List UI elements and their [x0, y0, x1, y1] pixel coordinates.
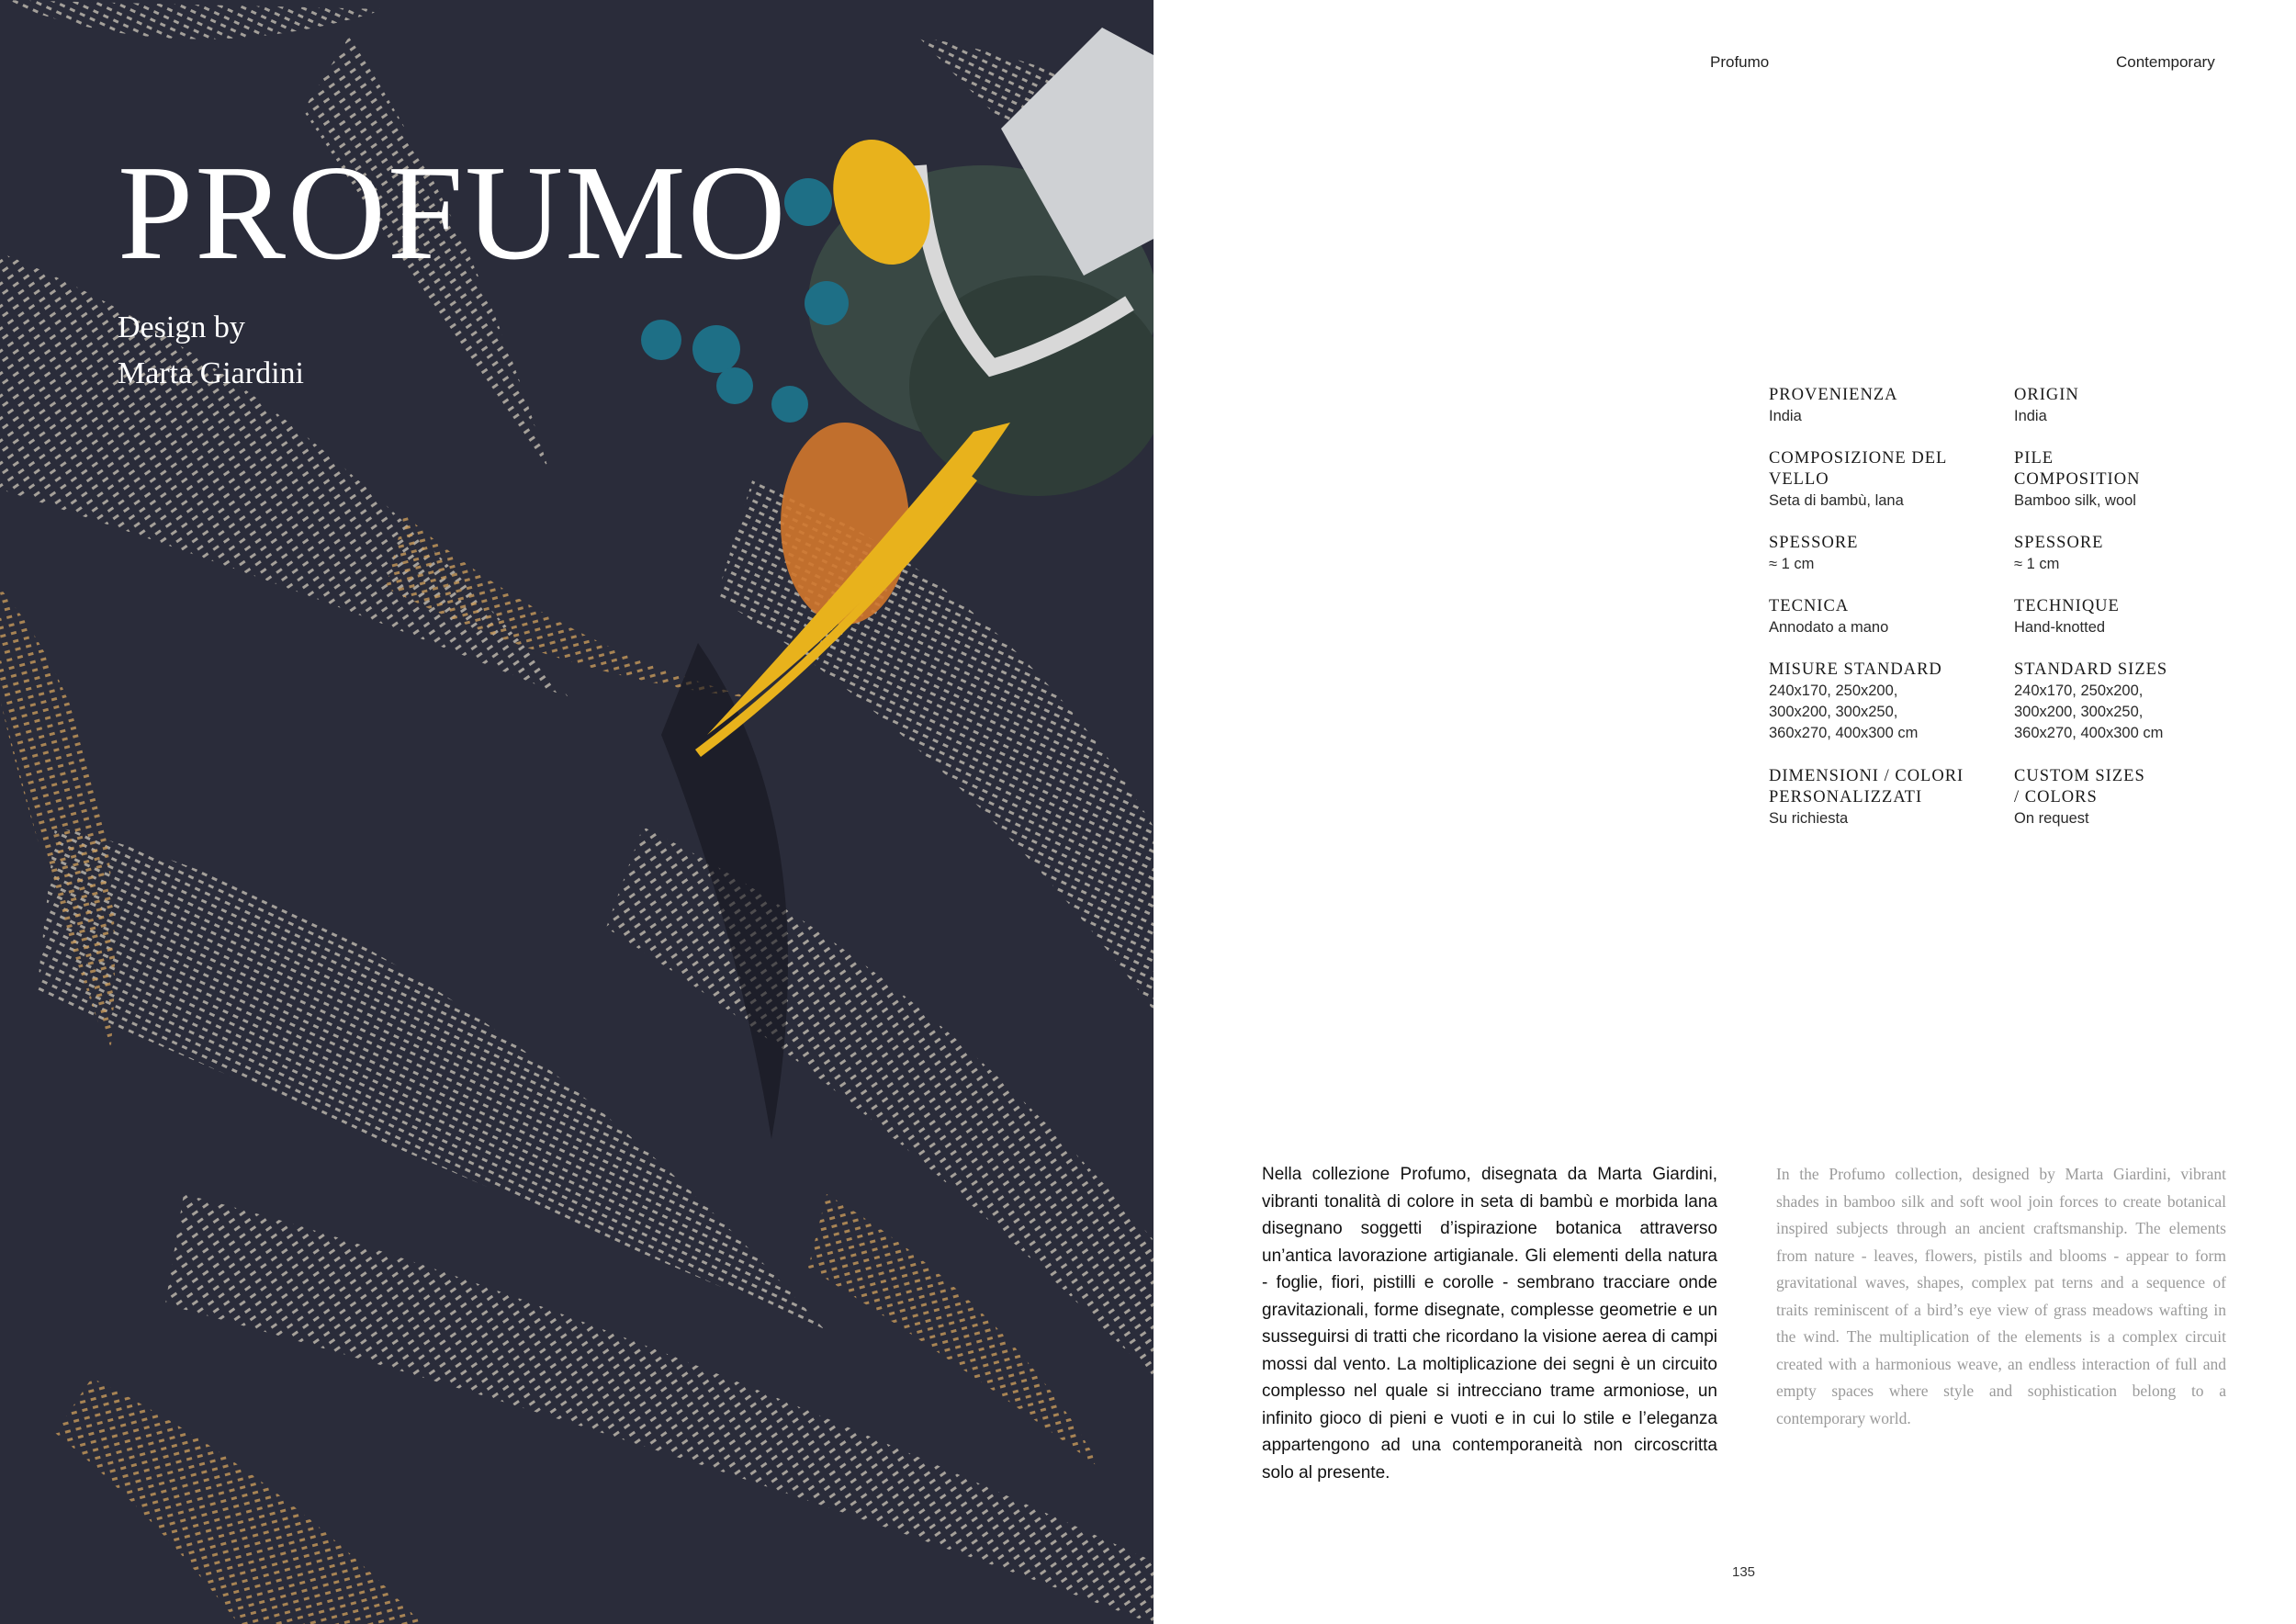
- spec-label: COMPOSIZIONE DEL VELLO: [1769, 449, 1948, 489]
- spec-it-thickness: [1769, 533, 1858, 575]
- spec-label: CUSTOM SIZES / COLORS: [2014, 767, 2145, 806]
- spec-value: Su richiesta: [1769, 810, 1849, 827]
- description-english: In the Profumo collection, designed by Marta Giardini, vibrant shades in bamboo silk and soft wool join forces to create botanical inspired subjects through an ancient craftsmanship. The elements from nature - leaves, flowers, pistils and blooms - appear to form gravitational waves, shapes, complex pat terns and a sequence of traits reminiscent of a bird’s eye view of grass meadows wafting in the wind. The multiplication of the elements is a complex circuit created with a harmonious weave, an endless interaction of full and empty spaces where style and sophistication belong to a contemporary world.: [1776, 1165, 2226, 1427]
- design-by-line: Design by: [118, 310, 245, 344]
- spec-it-sizes: [1769, 660, 1942, 744]
- running-head-category: Contemporary: [2116, 53, 2215, 71]
- spec-value: Bamboo silk, wool: [2014, 492, 2136, 509]
- spec-it-custom: [1769, 766, 1964, 829]
- spec-label: DIMENSIONI / COLORI PERSONALIZZATI: [1769, 767, 1964, 806]
- running-head-collection: Profumo: [1710, 53, 1770, 71]
- spec-label: SPESSORE: [1769, 534, 1859, 552]
- description-italian: Nella collezione Profumo, disegnata da Marta Giardini, vibranti tonalità di colore in seta di bambù e morbida lana disegnano soggetti d’ispirazione botanica attraverso un’antica lavorazione artigianale. Gli elementi della natura - foglie, fiori, pistilli e corolle - sembrano tracciare onde gravitazionali, forme disegnate, complesse geometrie e un susseguirsi di tratti che ricordano la visione aerea di campi mossi dal vento. La moltiplicazione dei segni è un circuito complesso nel quale si intrecciano trame armoniose, un infinito gioco di pieni e vuoti e in cui lo stile e l’eleganza appartengono ad una contemporaneità non circoscritta solo al presente.: [1262, 1165, 1717, 1483]
- spec-label: ORIGIN: [2014, 386, 2079, 404]
- spec-it-composition: [1769, 448, 1947, 512]
- spec-value: India: [1769, 408, 1802, 424]
- spec-en-technique: [2014, 596, 2120, 638]
- designer-credit: [118, 305, 304, 397]
- spec-value: Annodato a mano: [1769, 619, 1889, 636]
- designer-name: Marta Giardini: [118, 356, 304, 390]
- spec-en-custom: [2014, 766, 2145, 829]
- spec-value: India: [2014, 408, 2047, 424]
- spec-value: ≈ 1 cm: [2014, 556, 2060, 572]
- spec-label: SPESSORE: [2014, 534, 2104, 552]
- spec-value: 240x170, 250x200, 300x200, 300x250, 360x270, 400x300 cm: [1769, 682, 1919, 741]
- spec-it-technique: [1769, 596, 1888, 638]
- spec-label: MISURE STANDARD: [1769, 660, 1942, 679]
- page-number: 135: [1732, 1564, 1756, 1580]
- spec-value: ≈ 1 cm: [1769, 556, 1815, 572]
- spec-en-origin: [2014, 385, 2079, 427]
- spec-label: STANDARD SIZES: [2014, 660, 2168, 679]
- spec-value: Hand-knotted: [2014, 619, 2106, 636]
- spec-value: 240x170, 250x200, 300x200, 300x250, 360x270, 400x300 cm: [2014, 682, 2164, 741]
- spec-value: On request: [2014, 810, 2089, 827]
- spec-en-thickness: [2014, 533, 2103, 575]
- spec-label: TECHNIQUE: [2014, 597, 2120, 615]
- spec-label: PILE COMPOSITION: [2014, 449, 2141, 489]
- collection-title: PROFUMO: [118, 138, 788, 288]
- spec-label: TECNICA: [1769, 597, 1850, 615]
- spec-label: PROVENIENZA: [1769, 386, 1898, 404]
- spec-en-composition: [2014, 448, 2140, 512]
- spec-it-origin: [1769, 385, 1898, 427]
- spec-value: Seta di bambù, lana: [1769, 492, 1904, 509]
- spec-en-sizes: [2014, 660, 2167, 744]
